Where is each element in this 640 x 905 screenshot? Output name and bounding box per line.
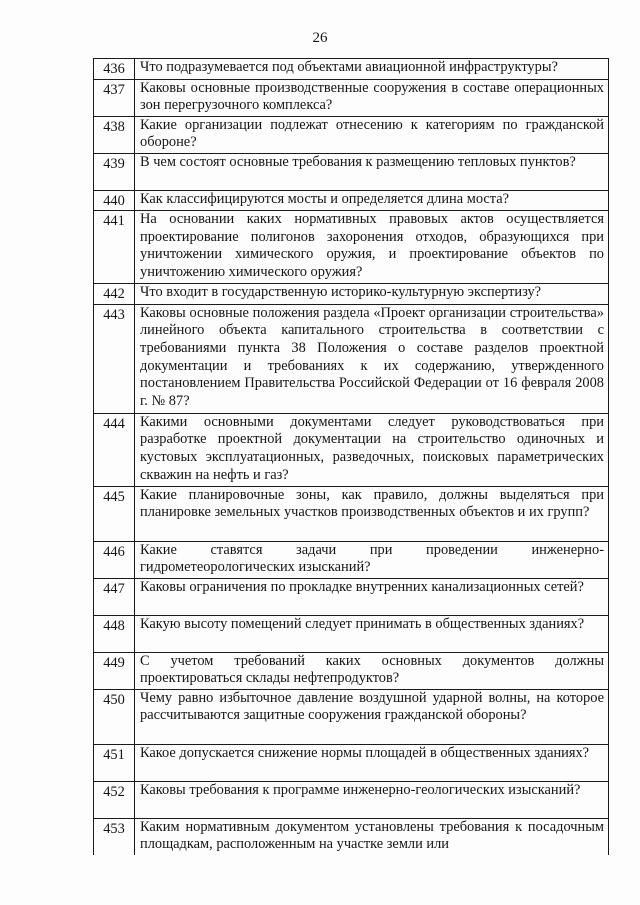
question-text: На основании каких нормативных правовых актов осуществляется проектирование полигонов захоронения отходов, образующихся при уничтожении химического оружия, и проектирование объектов по уничтожению химического оружия? xyxy=(135,211,609,284)
question-number: 453 xyxy=(94,818,135,855)
question-number: 437 xyxy=(94,79,135,116)
question-text: Каковы основные положения раздела «Проект организации строительства» линейного объекта капитального строительства в соответствии с требованиями пункта 38 Положения о составе разделов проектной документации и требованиях к их содержанию, утвержденного постановлением Правительства Российской Федерации от 16 февраля 2008 г. № 87? xyxy=(135,304,609,413)
question-number: 446 xyxy=(94,541,135,578)
table-row xyxy=(94,59,609,80)
question-number: 439 xyxy=(94,153,135,190)
table-row xyxy=(94,304,609,413)
questions-table xyxy=(93,58,609,855)
question-number: 451 xyxy=(94,744,135,781)
question-number: 450 xyxy=(94,689,135,744)
question-text: Чему равно избыточное давление воздушной ударной волны, на которое рассчитываются защитные сооружения гражданской обороны? xyxy=(135,689,609,744)
question-number: 448 xyxy=(94,615,135,652)
table-row xyxy=(94,413,609,486)
question-text: Какие ставятся задачи при проведении инженерно-гидрометеорологических изысканий? xyxy=(135,541,609,578)
table-row xyxy=(94,818,609,855)
table-row xyxy=(94,689,609,744)
question-text: Какое допускается снижение нормы площадей в общественных зданиях? xyxy=(135,744,609,781)
question-number: 436 xyxy=(94,59,135,80)
question-number: 443 xyxy=(94,304,135,413)
table-row xyxy=(94,116,609,153)
table-row xyxy=(94,744,609,781)
question-text: Какую высоту помещений следует принимать в общественных зданиях? xyxy=(135,615,609,652)
question-text: Каким нормативным документом установлены требования к посадочным площадкам, расположенным на участке земли или xyxy=(135,818,609,855)
table-row xyxy=(94,211,609,284)
table-row xyxy=(94,79,609,116)
question-text: Как классифицируются мосты и определяется длина моста? xyxy=(135,190,609,211)
question-text: Каковы требования к программе инженерно-геологических изысканий? xyxy=(135,781,609,818)
question-text: Какие организации подлежат отнесению к категориям по гражданской обороне? xyxy=(135,116,609,153)
question-text: Каковы ограничения по прокладке внутренних канализационных сетей? xyxy=(135,578,609,615)
table-row xyxy=(94,541,609,578)
table-row xyxy=(94,781,609,818)
question-text: С учетом требований каких основных документов должны проектироваться склады нефтепродуктов? xyxy=(135,652,609,689)
question-number: 438 xyxy=(94,116,135,153)
table-row xyxy=(94,652,609,689)
question-number: 449 xyxy=(94,652,135,689)
table-row xyxy=(94,486,609,541)
question-number: 445 xyxy=(94,486,135,541)
question-number: 441 xyxy=(94,211,135,284)
question-text: Что подразумевается под объектами авиационной инфраструктуры? xyxy=(135,59,609,80)
question-number: 444 xyxy=(94,413,135,486)
page-number: 26 xyxy=(312,30,328,46)
question-number: 440 xyxy=(94,190,135,211)
question-text: Какими основными документами следует руководствоваться при разработке проектной документации на строительство одиночных и кустовых эксплуатационных, разведочных, поисковых параметрических скважин на нефть и газ? xyxy=(135,413,609,486)
question-number: 452 xyxy=(94,781,135,818)
table-row xyxy=(94,284,609,305)
question-text: Каковы основные производственные сооружения в составе операционных зон перегрузочного комплекса? xyxy=(135,79,609,116)
table-row xyxy=(94,190,609,211)
table-row xyxy=(94,578,609,615)
question-text: В чем состоят основные требования к размещению тепловых пунктов? xyxy=(135,153,609,190)
table-row xyxy=(94,615,609,652)
question-number: 442 xyxy=(94,284,135,305)
question-text: Что входит в государственную историко-культурную экспертизу? xyxy=(135,284,609,305)
table-row xyxy=(94,153,609,190)
question-text: Какие планировочные зоны, как правило, должны выделяться при планировке земельных участков производственных объектов и их групп? xyxy=(135,486,609,541)
question-number: 447 xyxy=(94,578,135,615)
